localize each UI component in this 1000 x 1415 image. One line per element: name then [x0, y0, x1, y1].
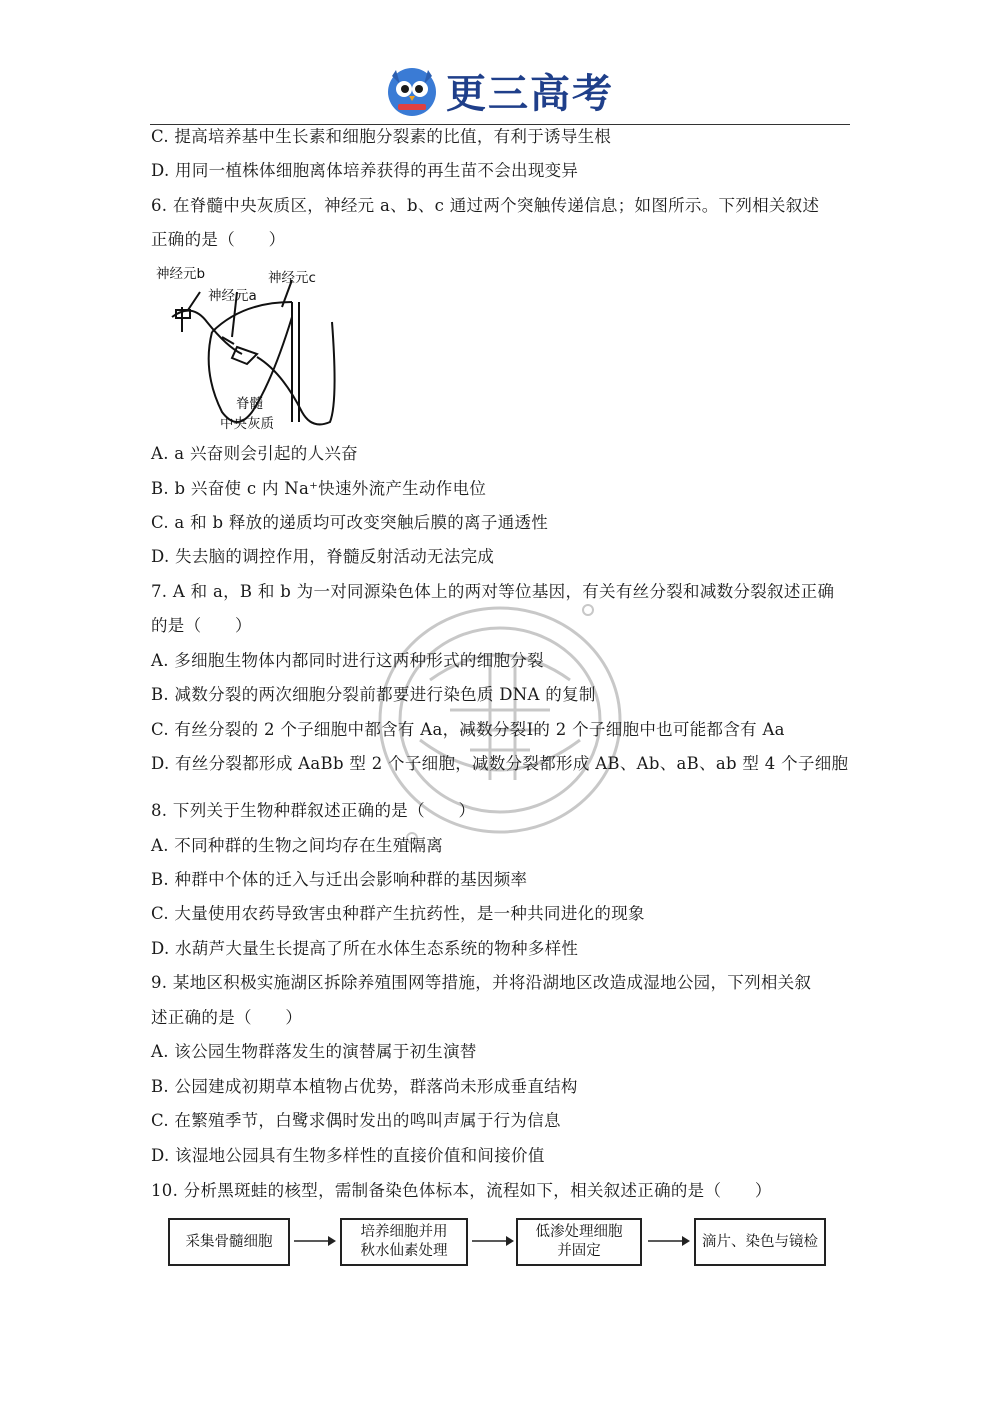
q9-option-d: D. 该湿地公园具有生物多样性的直接价值和间接价值	[151, 1146, 545, 1165]
q6-spinal-cord-figure	[152, 262, 342, 434]
q10-stem: 10. 分析黑斑蛙的核型，需制备染色体标本，流程如下，相关叙述正确的是（ ）	[151, 1181, 772, 1200]
q9-option-a: A. 该公园生物群落发生的演替属于初生演替	[151, 1042, 477, 1061]
label-neuron-a: 神经元a	[208, 288, 257, 304]
q7-option-d: D. 有丝分裂都形成 AaBb 型 2 个子细胞，减数分裂都形成 AB、Ab、aB、ab 型 4 个子细胞	[151, 754, 849, 773]
label-neuron-c: 神经元c	[268, 270, 316, 286]
header	[0, 62, 1000, 118]
q6-option-b: B. b 兴奋使 c 内 Na⁺快速外流产生动作电位	[151, 479, 487, 498]
q5-option-c: C. 提高培养基中生长素和细胞分裂素的比值，有利于诱导生根	[151, 127, 612, 146]
label-neuron-b: 神经元b	[156, 266, 206, 282]
arrow-right-icon	[292, 1234, 338, 1248]
arrow-right-icon	[470, 1234, 516, 1248]
flow-step-3: 低渗处理细胞 并固定	[516, 1218, 642, 1266]
q6-option-d: D. 失去脑的调控作用，脊髓反射活动无法完成	[151, 547, 495, 566]
q7-option-c: C. 有丝分裂的 2 个子细胞中都含有 Aa，减数分裂Ⅰ的 2 个子细胞中也可能都含有 Aa	[151, 720, 785, 739]
q6-stem-line1: 6. 在脊髓中央灰质区，神经元 a、b、c 通过两个突触传递信息；如图所示。下列相关叙述	[151, 196, 820, 215]
brand-logo	[384, 62, 614, 118]
q7-stem-line2: 的是（ ）	[151, 616, 252, 635]
flow-step-2: 培养细胞并用 秋水仙素处理	[340, 1218, 468, 1266]
owl-logo-icon	[384, 62, 440, 118]
brand-title: 更三高考	[446, 70, 614, 117]
q8-option-d: D. 水葫芦大量生长提高了所在水体生态系统的物种多样性	[151, 939, 579, 958]
q6-option-c: C. a 和 b 释放的递质均可改变突触后膜的离子通透性	[151, 513, 549, 532]
q7-stem-line1: 7. A 和 a，B 和 b 为一对同源染色体上的两对等位基因，有关有丝分裂和减数分裂叙述正确	[151, 582, 835, 601]
q9-stem-line2: 述正确的是（ ）	[151, 1008, 303, 1027]
header-divider	[150, 124, 850, 125]
q5-option-d: D. 用同一植株体细胞离体培养获得的再生苗不会出现变异	[151, 161, 579, 180]
flow-step-1: 采集骨髓细胞	[168, 1218, 290, 1266]
label-spinal-cord: 脊髓	[236, 396, 263, 412]
q8-stem: 8. 下列关于生物种群叙述正确的是（ ）	[151, 801, 476, 820]
arrow-right-icon	[646, 1234, 692, 1248]
q8-option-a: A. 不同种群的生物之间均存在生殖隔离	[151, 836, 444, 855]
q9-stem-line1: 9. 某地区积极实施湖区拆除养殖围网等措施，并将沿湖地区改造成湿地公园，下列相关叙	[151, 973, 812, 992]
q6-option-a: A. a 兴奋则会引起的人兴奋	[151, 444, 358, 463]
q8-option-b: B. 种群中个体的迁入与迁出会影响种群的基因频率	[151, 870, 528, 889]
q9-option-b: B. 公园建成初期草本植物占优势，群落尚未形成垂直结构	[151, 1077, 578, 1096]
label-central-gray: 中央灰质	[220, 416, 274, 432]
q7-option-a: A. 多细胞生物体内都同时进行这两种形式的细胞分裂	[151, 651, 544, 670]
q9-option-c: C. 在繁殖季节，白鹭求偶时发出的鸣叫声属于行为信息	[151, 1111, 561, 1130]
q10-flowchart	[168, 1218, 828, 1270]
flow-step-4: 滴片、染色与镜检	[694, 1218, 826, 1266]
q7-option-b: B. 减数分裂的两次细胞分裂前都要进行染色质 DNA 的复制	[151, 685, 596, 704]
q8-option-c: C. 大量使用农药导致害虫种群产生抗药性，是一种共同进化的现象	[151, 904, 645, 923]
q6-stem-line2: 正确的是（ ）	[151, 230, 286, 249]
